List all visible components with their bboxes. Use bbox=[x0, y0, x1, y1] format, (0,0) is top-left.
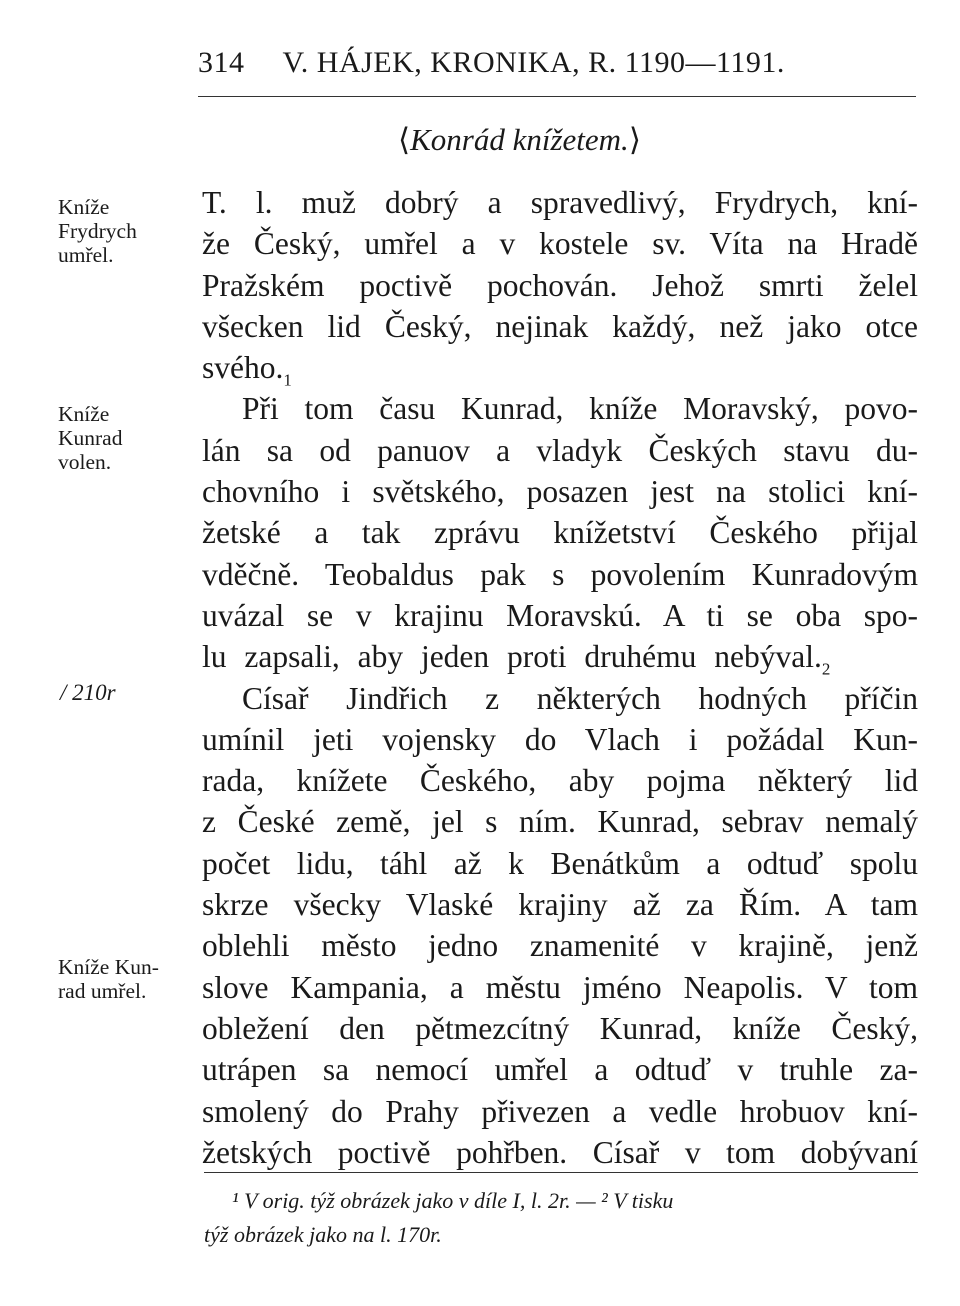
text-line: Pražském poctivě pochován. Jehož smrti želel bbox=[202, 267, 918, 303]
text-line: z České země, jel s ním. Kunrad, sebrav nemalý bbox=[202, 804, 918, 840]
footnote-line: týž obrázek jako na l. 170r. bbox=[204, 1222, 442, 1247]
text-line-content: lu zapsali, aby jeden proti druhému nebýval. bbox=[202, 639, 822, 675]
running-title: V. HÁJEK, KRONIKA, R. 1190—1191. bbox=[282, 46, 785, 79]
section-title-text: Konrád knížetem. bbox=[410, 122, 629, 157]
text-line: že Český, umřel a v kostele sv. Víta na Hradě bbox=[202, 226, 918, 262]
margin-note-line: Kníže Kun- bbox=[58, 955, 159, 979]
text-line: skrze všecky Vlaské krajiny až za Řím. A tam bbox=[202, 887, 918, 923]
margin-note-line: umřel. bbox=[58, 243, 114, 267]
margin-note-line: Kníže bbox=[58, 402, 110, 426]
margin-note-line: Frydrych bbox=[58, 219, 137, 243]
margin-note-frydrych bbox=[58, 195, 137, 267]
header-rule bbox=[198, 96, 916, 97]
text-line: chovního i světského, posazen jest na stolici kní- bbox=[202, 474, 918, 510]
text-line: Při tom času Kunrad, kníže Moravský, povo- bbox=[242, 391, 918, 427]
text-line bbox=[202, 347, 918, 388]
footnote-marker: 1 bbox=[283, 370, 292, 390]
text-line: lán sa od panuov a vladyk Českých stavu du- bbox=[202, 432, 918, 468]
text-line: počet lidu, táhl až k Benátkům a odtuď spolu bbox=[202, 845, 918, 881]
text-line: Císař Jindřich z některých hodných příčin bbox=[242, 680, 918, 716]
margin-note-line: Kníže bbox=[58, 195, 110, 219]
text-line: rada, knížete Českého, aby pojma některý lid bbox=[202, 763, 918, 799]
margin-note-kunrad-umrel bbox=[58, 955, 159, 1003]
text-line bbox=[202, 636, 918, 677]
text-line: obležení den pětmezcítný Kunrad, kníže Český, bbox=[202, 1010, 918, 1046]
footnote-line: ¹ V orig. týž obrázek jako v díle I, l. 2r. — ² V tisku bbox=[232, 1188, 674, 1213]
margin-note-line: Kunrad bbox=[58, 426, 123, 450]
page-number: 314 bbox=[198, 46, 245, 79]
text-line: T. l. muž dobrý a spravedlivý, Frydrych, kní- bbox=[202, 185, 918, 220]
margin-note-kunrad-volen bbox=[58, 402, 122, 474]
margin-note-line: volen. bbox=[58, 450, 112, 474]
text-line: oblehli město jedno znamenité v krajině, jenž bbox=[202, 928, 918, 964]
text-line: umínil jeti vojensky do Vlach i požádal Kun- bbox=[202, 721, 918, 757]
footnote-rule bbox=[204, 1172, 918, 1173]
text-line: vděčně. Teobaldus pak s povolením Kunradovým bbox=[202, 556, 918, 592]
margin-note-line: rad umřel. bbox=[58, 979, 147, 1003]
text-line: utrápen sa nemocí umřel a odtuď v truhle za- bbox=[202, 1052, 918, 1088]
text-line: žetské a tak zprávu knížetství Českého přijal bbox=[202, 515, 918, 551]
section-title bbox=[398, 122, 641, 158]
text-line: žetských poctivě pohřben. Císař v tom dobývaní bbox=[202, 1134, 918, 1170]
section-title-open-bracket: ⟨ bbox=[398, 122, 411, 157]
running-head bbox=[198, 46, 918, 80]
section-title-close-bracket: ⟩ bbox=[628, 122, 641, 157]
text-line: slove Kampania, a městu jméno Neapolis. V tom bbox=[202, 969, 918, 1005]
text-line: smolený do Prahy přivezen a vedle hrobuov kní- bbox=[202, 1093, 918, 1129]
text-line: všecken lid Český, nejinak každý, než jako otce bbox=[202, 308, 918, 344]
text-line-content: svého. bbox=[202, 350, 284, 386]
footnote-marker: 2 bbox=[821, 659, 831, 679]
footnotes bbox=[204, 1184, 920, 1252]
folio-mark: / 210r bbox=[60, 680, 116, 705]
text-line: uvázal se v krajinu Moravskú. A ti se oba spo- bbox=[202, 597, 918, 633]
body-text bbox=[202, 182, 918, 1173]
